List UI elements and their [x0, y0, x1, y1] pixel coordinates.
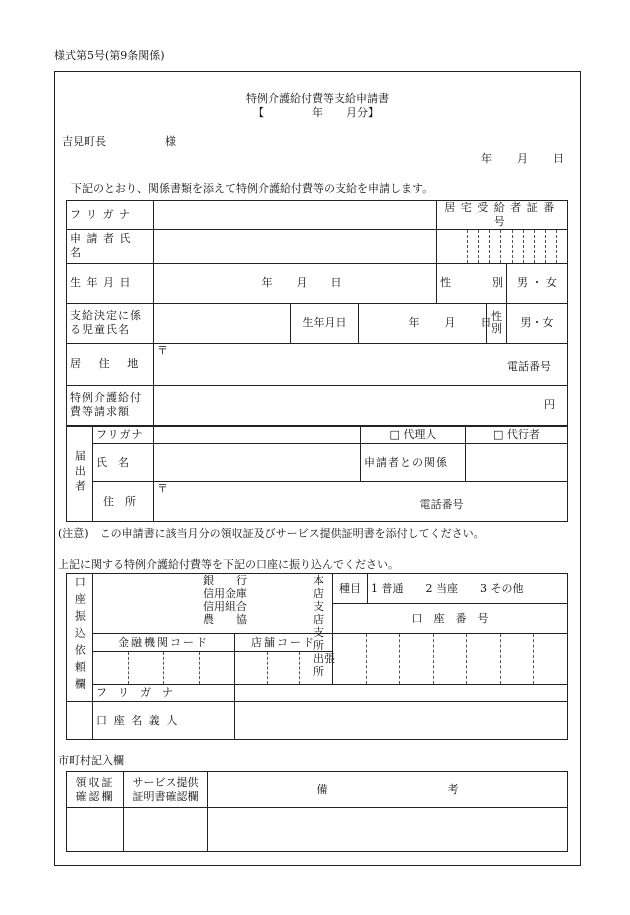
- receipt-check-label: 領収証 確認欄: [67, 772, 124, 808]
- intro-text: 下記のとおり、関係書類を添えて特例介護給付費等の支給を申請します。: [71, 182, 434, 195]
- birth-label: 生年月日: [67, 263, 154, 303]
- yen-label: 円: [544, 398, 556, 412]
- sex-label: 性 別: [437, 263, 507, 303]
- phone-label: 電話番号: [507, 359, 551, 373]
- notifier-address-label: 住 所: [93, 482, 154, 522]
- holder-furigana-field[interactable]: [235, 685, 568, 702]
- sex-options[interactable]: 男 ・ 女: [507, 263, 568, 303]
- office-table: [66, 771, 568, 852]
- relation-label: 申請者との関係: [361, 444, 466, 482]
- child-sex-label: 性 別: [487, 303, 507, 343]
- postal-mark: 〒: [157, 343, 168, 357]
- subtitle-open: 【: [253, 106, 264, 119]
- notifier-postal-mark: 〒: [157, 482, 168, 495]
- notifier-furigana-label: フリガナ: [93, 427, 154, 444]
- branch-code-label: 店舗コード: [235, 634, 333, 652]
- account-no-label: 口 座 番 号: [333, 604, 568, 634]
- notifier-name-field[interactable]: [154, 444, 361, 482]
- amount-field[interactable]: [154, 385, 568, 425]
- applicant-name-field[interactable]: [154, 229, 437, 263]
- branch-honten: 本 店: [313, 574, 335, 600]
- inst-kumiai: 信用組合: [203, 599, 247, 613]
- holder-label: 口座名義人: [93, 702, 235, 740]
- service-check-field[interactable]: [124, 808, 208, 852]
- inst-nokyo: 農 協: [203, 612, 247, 626]
- address-field[interactable]: [154, 343, 568, 385]
- account-no-field[interactable]: [333, 634, 568, 685]
- notifier-table: [66, 426, 568, 522]
- notifier-phone-label: 電話番号: [419, 498, 464, 511]
- inst-code-label: 金融機関コード: [93, 634, 235, 652]
- birth-field[interactable]: [154, 263, 437, 303]
- branch-shucchojo: 出張所: [313, 651, 335, 678]
- branch-shiten: 支 店: [313, 599, 335, 626]
- notifier-furigana-field[interactable]: [154, 427, 361, 444]
- address-label: 居 住 地: [67, 343, 154, 385]
- bank-table: [66, 573, 568, 740]
- child-birth-year: 年: [408, 316, 420, 329]
- type-options[interactable]: 1 普通 2 当座 3 その他: [368, 574, 568, 604]
- remarks-field[interactable]: [208, 808, 568, 852]
- note-text: (注意) この申請書に該当月分の領収証及びサービス提供証明書を添付してください。: [58, 527, 485, 540]
- birth-year: 年: [261, 276, 273, 289]
- addressee-sama: 様: [165, 135, 176, 148]
- cert-no-label: 居宅受給者証番号: [437, 201, 568, 230]
- bank-vlabel: 口座振込依頼欄: [67, 574, 93, 702]
- holder-furigana-label: フ リ ガ ナ: [93, 685, 235, 702]
- amount-label: 特例介護給付 費等請求額: [67, 385, 154, 425]
- branch-shisho: 支 所: [313, 625, 335, 652]
- addressee: 吉見町長: [62, 135, 106, 148]
- office-title: 市町村記入欄: [58, 754, 124, 767]
- receipt-check-field[interactable]: [67, 808, 124, 852]
- inst-code-field[interactable]: [93, 652, 235, 685]
- bank-intro: 上記に関する特例介護給付費等を下記の口座に振り込んでください。: [58, 558, 399, 571]
- service-check-label: サービス提供 証明書確認欄: [124, 772, 208, 808]
- date-day: 日: [553, 152, 564, 165]
- child-name-label: 支給決定に係 る児童氏名: [67, 303, 154, 343]
- form-number: 様式第5号(第9条関係): [54, 49, 165, 62]
- holder-field[interactable]: [235, 702, 568, 740]
- notifier-address-field[interactable]: [154, 482, 568, 522]
- applicant-name-label: 申請者氏名: [67, 229, 154, 263]
- furigana-label: フリガナ: [67, 201, 154, 230]
- birth-month: 月: [296, 276, 308, 289]
- subtitle-month: 月分】: [346, 106, 379, 119]
- date-month: 月: [517, 152, 528, 165]
- child-birth-label: 生年月日: [291, 303, 359, 343]
- notifier-vlabel: 届出者: [67, 427, 93, 522]
- birth-day: 日: [330, 276, 342, 289]
- inst-shinkin: 信用金庫: [203, 586, 247, 600]
- child-birth-month: 月: [444, 316, 456, 329]
- child-birth-day: 日: [480, 316, 492, 329]
- notifier-name-label: 氏 名: [93, 444, 154, 482]
- proxy-checkbox[interactable]: □ 代行者: [466, 427, 568, 444]
- applicant-table: [66, 200, 568, 426]
- inst-bank: 銀 行: [203, 574, 247, 587]
- relation-field[interactable]: [466, 444, 568, 482]
- date-year: 年: [481, 152, 492, 165]
- remarks-label: 備 考: [208, 772, 568, 808]
- cert-no-field[interactable]: [437, 229, 568, 263]
- form-title: 特例介護給付費等支給申請書: [246, 92, 389, 105]
- child-name-field[interactable]: [154, 303, 291, 343]
- agent-checkbox[interactable]: □ 代理人: [361, 427, 466, 444]
- child-birth-field[interactable]: [359, 303, 492, 343]
- type-label: 種目: [333, 574, 368, 604]
- subtitle-year: 年: [312, 106, 323, 119]
- child-sex-options[interactable]: 男・女: [507, 303, 568, 343]
- furigana-field[interactable]: [154, 201, 437, 230]
